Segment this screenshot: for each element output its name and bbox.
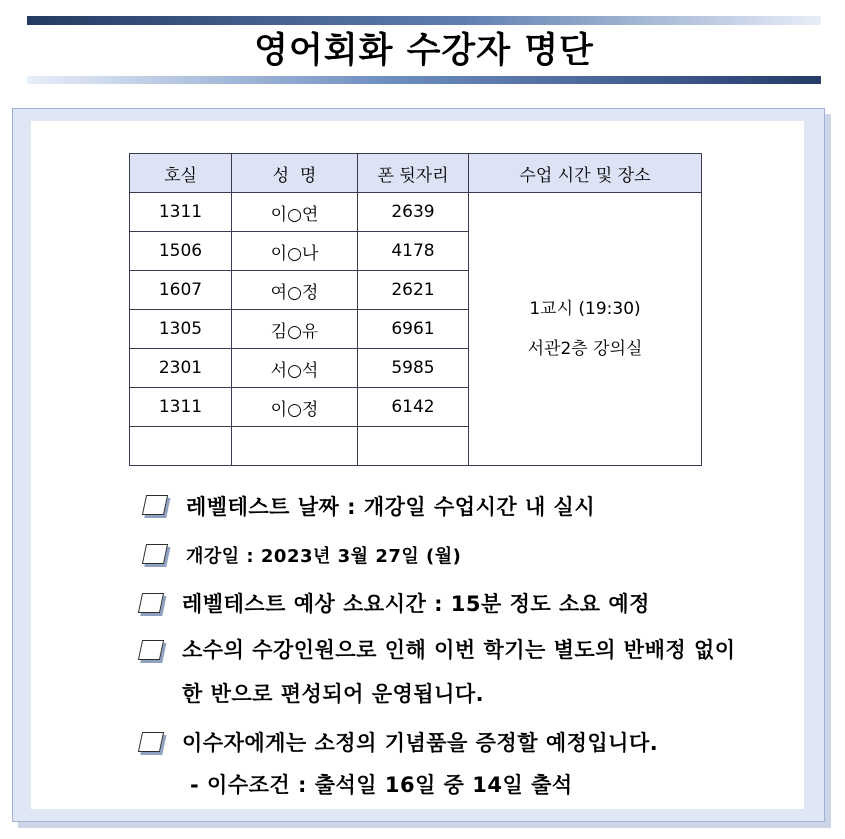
cell-name: 이○정: [232, 388, 358, 427]
cell-phone: 2639: [358, 193, 469, 232]
cell-phone: 6961: [358, 310, 469, 349]
header-room: 호실: [130, 154, 232, 193]
session-time: 1교시 (19:30): [529, 299, 641, 319]
note-opening-date: [0, 541, 845, 569]
cell-name: [232, 427, 358, 466]
cell-name: 여○정: [232, 271, 358, 310]
checkbox-icon: [142, 544, 168, 564]
title-bar-bottom: [27, 76, 821, 84]
cell-room: 1305: [130, 310, 232, 349]
cell-room: 1311: [130, 388, 232, 427]
note-text-line2: 한 반으로 편성되어 운영됩니다.: [182, 682, 485, 706]
cell-name: 서○석: [232, 349, 358, 388]
session-place: 서관2층 강의실: [527, 339, 643, 359]
header-phone: 폰 뒷자리: [358, 154, 469, 193]
note-level-test-duration: [0, 588, 845, 618]
cell-name: 김○유: [232, 310, 358, 349]
note-text-line1: 소수의 수강인원으로 인해 이번 학기는 별도의 반배정 없이: [182, 638, 736, 662]
title-bar-top: [27, 16, 821, 25]
cell-phone: 2621: [358, 271, 469, 310]
checkbox-icon: [142, 495, 168, 515]
note-text: 이수자에게는 소정의 기념품을 증정할 예정입니다.: [182, 731, 659, 755]
cell-phone: [358, 427, 469, 466]
session-cell: [469, 193, 702, 466]
cell-phone: 6142: [358, 388, 469, 427]
header-name: 성 명: [232, 154, 358, 193]
cell-room: 1311: [130, 193, 232, 232]
cell-name: 이○연: [232, 193, 358, 232]
header-session: 수업 시간 및 장소: [469, 154, 702, 193]
cell-phone: 4178: [358, 232, 469, 271]
note-completion-condition: [0, 769, 845, 799]
note-text: 레벨테스트 예상 소요시간 : 15분 정도 소요 예정: [182, 592, 650, 616]
note-text: - 이수조건 : 출석일 16일 중 14일 출석: [190, 773, 573, 797]
cell-phone: 5985: [358, 349, 469, 388]
checkbox-icon: [138, 732, 164, 752]
roster-table: [129, 153, 702, 466]
cell-room: [130, 427, 232, 466]
note-class-assignment: [0, 634, 845, 710]
table-row: [130, 193, 702, 232]
note-text: 레벨테스트 날짜 : 개강일 수업시간 내 실시: [186, 495, 596, 519]
checkbox-icon: [138, 640, 164, 660]
note-level-test-date: [0, 491, 845, 521]
note-gift: [0, 727, 845, 757]
note-text: 개강일 : 2023년 3월 27일 (월): [186, 546, 462, 567]
cell-room: 1506: [130, 232, 232, 271]
table-header-row: [130, 154, 702, 193]
cell-room: 1607: [130, 271, 232, 310]
cell-name: 이○나: [232, 232, 358, 271]
checkbox-icon: [138, 593, 164, 613]
page-title: 영어회화 수강자 명단: [254, 31, 594, 71]
cell-room: 2301: [130, 349, 232, 388]
